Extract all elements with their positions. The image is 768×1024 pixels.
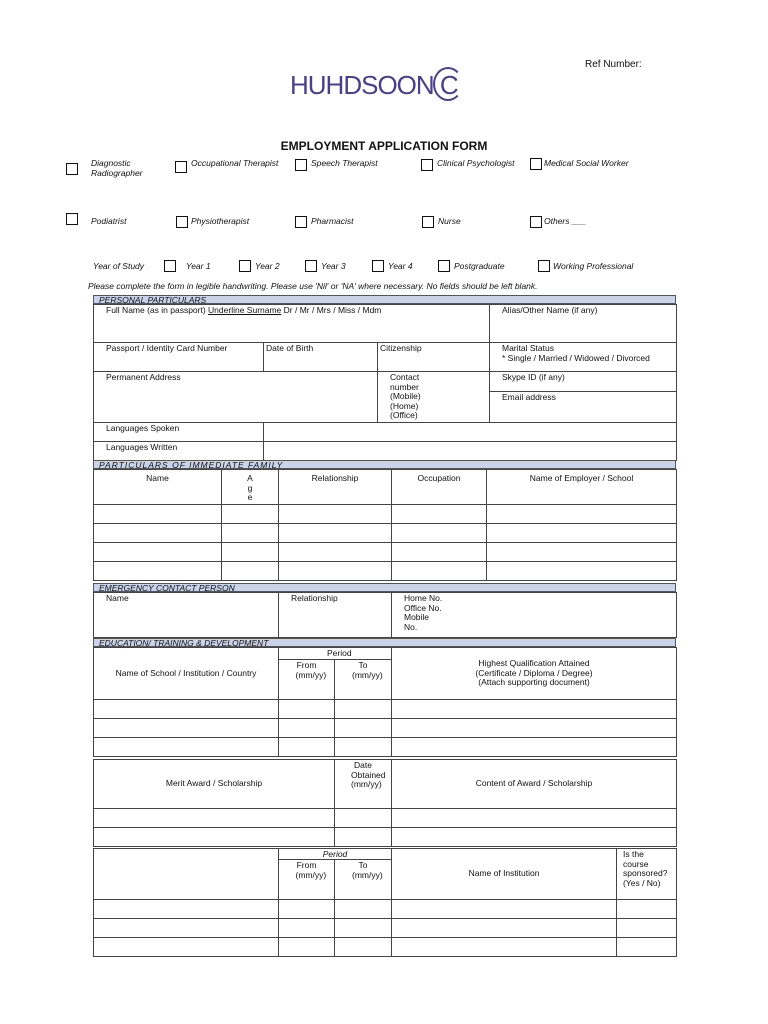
checkbox-year-1[interactable] (164, 260, 176, 272)
from-col: From (mm/yy) (279, 660, 335, 700)
marital-status-options: * Single / Married / Widowed / Divorced (502, 352, 650, 363)
table-row[interactable] (94, 561, 677, 580)
option-label: Podiatrist (91, 216, 127, 226)
family-col-name: Name (94, 470, 222, 505)
option-label: Postgraduate (454, 261, 505, 271)
institution-col: Name of Institution (392, 849, 617, 900)
title-options: Dr / Mr / Mrs / Miss / Mdm (281, 305, 382, 315)
year-of-study-label: Year of Study (93, 261, 145, 271)
option-label: Clinical Psychologist (437, 158, 515, 168)
contact-number-label: Contact number (Mobile) (Home) (Office) (390, 372, 421, 420)
languages-written-field[interactable] (264, 441, 677, 460)
checkbox-pharmacist[interactable] (295, 216, 307, 228)
option-label: Speech Therapist (311, 158, 378, 168)
table-row[interactable] (94, 700, 677, 719)
table-row[interactable] (94, 504, 677, 523)
date-obtained-col: Date Obtained (mm/yy) (335, 760, 392, 809)
school-col: Name of School / Institution / Country (94, 648, 279, 700)
checkbox-speech-therapist[interactable] (295, 159, 307, 171)
family-col-age: Age (222, 470, 279, 505)
option-label: Working Professional (553, 261, 634, 271)
citizenship-label: Citizenship (380, 343, 422, 353)
contact-number-field[interactable] (378, 372, 490, 423)
marital-status-label: Marital Status (502, 343, 554, 353)
email-label: Email address (502, 391, 556, 402)
skype-field[interactable] (490, 372, 677, 392)
checkbox-medical-social-worker[interactable] (530, 158, 542, 170)
languages-spoken-label-cell (94, 422, 264, 441)
checkbox-podiatrist[interactable] (66, 213, 78, 225)
award-content-col: Content of Award / Scholarship (392, 760, 677, 809)
option-label: Pharmacist (311, 216, 354, 226)
table-row[interactable] (94, 809, 677, 828)
underline-surname-label: Underline Surname (208, 305, 282, 315)
alias-field[interactable] (490, 305, 677, 343)
option-label: Year 2 (255, 261, 280, 271)
section-emergency-contact: EMERGENCY CONTACT PERSON (93, 583, 676, 592)
table-row[interactable] (94, 738, 677, 757)
table-row[interactable] (94, 523, 677, 542)
checkbox-year-4[interactable] (372, 260, 384, 272)
merit-award-table (93, 759, 677, 847)
family-table (93, 469, 677, 581)
languages-spoken-field[interactable] (264, 422, 677, 441)
checkbox-year-3[interactable] (305, 260, 317, 272)
table-row[interactable] (94, 900, 677, 919)
section-personal-particulars: PERSONAL PARTICULARS (93, 295, 676, 304)
option-label: Year 1 (186, 261, 211, 271)
instruction-text: Please complete the form in legible handwriting. Please use 'Nil' or 'NA' where necessary. No fields should be left blank. (88, 281, 538, 291)
email-field[interactable] (490, 391, 677, 422)
citizenship-field[interactable] (378, 343, 490, 372)
company-logo: HUHDSOON C (290, 70, 458, 100)
ref-number-label: Ref Number: (585, 59, 642, 70)
checkbox-working-professional[interactable] (538, 260, 550, 272)
permanent-address-label: Permanent Address (106, 372, 181, 382)
dob-field[interactable] (264, 343, 378, 372)
languages-written-label: Languages Written (106, 441, 178, 452)
skype-label: Skype ID (if any) (502, 372, 565, 382)
emergency-phone-field[interactable] (392, 593, 677, 638)
family-col-occupation: Occupation (392, 470, 487, 505)
from-col-2: From (mm/yy) (279, 860, 335, 900)
family-col-employer: Name of Employer / School (487, 470, 677, 505)
passport-field[interactable] (94, 343, 264, 372)
family-col-relationship: Relationship (279, 470, 392, 505)
permanent-address-field[interactable] (94, 372, 378, 423)
period-col-2: Period (279, 849, 392, 860)
qualification-col: Highest Qualification Attained (Certificate / Diploma / Degree) (Attach supporting document) (392, 648, 677, 700)
checkbox-clinical-psychologist[interactable] (421, 159, 433, 171)
languages-spoken-label: Languages Spoken (106, 422, 180, 433)
passport-label: Passport / Identity Card Number (106, 343, 228, 353)
checkbox-others[interactable] (530, 216, 542, 228)
languages-written-label-cell (94, 441, 264, 460)
emergency-contact-table (93, 592, 677, 638)
full-name-label: Full Name (as in passport) (106, 305, 209, 315)
sponsored-col: Is the course sponsored? (Yes / No) (617, 849, 677, 900)
table-row[interactable] (94, 719, 677, 738)
checkbox-nurse[interactable] (422, 216, 434, 228)
section-education: EDUCATION/ TRAINING & DEVELOPMENT (93, 638, 676, 647)
checkbox-diagnostic-radiographer[interactable] (66, 163, 78, 175)
to-col-2: To (mm/yy) (335, 860, 392, 900)
alias-label: Alias/Other Name (if any) (502, 305, 598, 315)
table-row[interactable] (94, 542, 677, 561)
period-col: Period (279, 648, 392, 660)
option-label: Diagnostic Radiographer (91, 158, 143, 178)
marital-status-field[interactable] (490, 343, 677, 372)
to-col: To (mm/yy) (335, 660, 392, 700)
merit-col: Merit Award / Scholarship (94, 760, 335, 809)
option-label: Occupational Therapist (191, 158, 279, 168)
checkbox-physiotherapist[interactable] (176, 216, 188, 228)
option-label: Others ___ (544, 216, 587, 226)
emergency-phone-labels: Home No. Office No. Mobile No. (404, 593, 443, 632)
education-table (93, 647, 677, 757)
personal-particulars-table (93, 304, 677, 461)
emergency-name-label: Name (106, 593, 129, 603)
dob-label: Date of Birth (266, 343, 314, 353)
checkbox-year-2[interactable] (239, 260, 251, 272)
option-label: Year 3 (321, 261, 346, 271)
emergency-relationship-label: Relationship (291, 593, 338, 603)
sponsorship-table (93, 848, 677, 957)
section-immediate-family: PARTICULARS OF IMMEDIATE FAMILY (93, 460, 676, 469)
table-row[interactable] (94, 828, 677, 847)
emergency-name-field[interactable] (94, 593, 279, 638)
emergency-relationship-field[interactable] (279, 593, 392, 638)
option-label: Physiotherapist (191, 216, 250, 226)
checkbox-occupational-therapist[interactable] (175, 161, 187, 173)
checkbox-postgraduate[interactable] (438, 260, 450, 272)
table-row[interactable] (94, 919, 677, 938)
logo-arc-icon (433, 67, 463, 101)
form-title: EMPLOYMENT APPLICATION FORM (280, 139, 488, 153)
table-row[interactable] (94, 938, 677, 957)
option-label: Nurse (438, 216, 461, 226)
full-name-field[interactable] (94, 305, 490, 343)
option-label: Year 4 (388, 261, 413, 271)
option-label: Medical Social Worker (544, 158, 629, 168)
